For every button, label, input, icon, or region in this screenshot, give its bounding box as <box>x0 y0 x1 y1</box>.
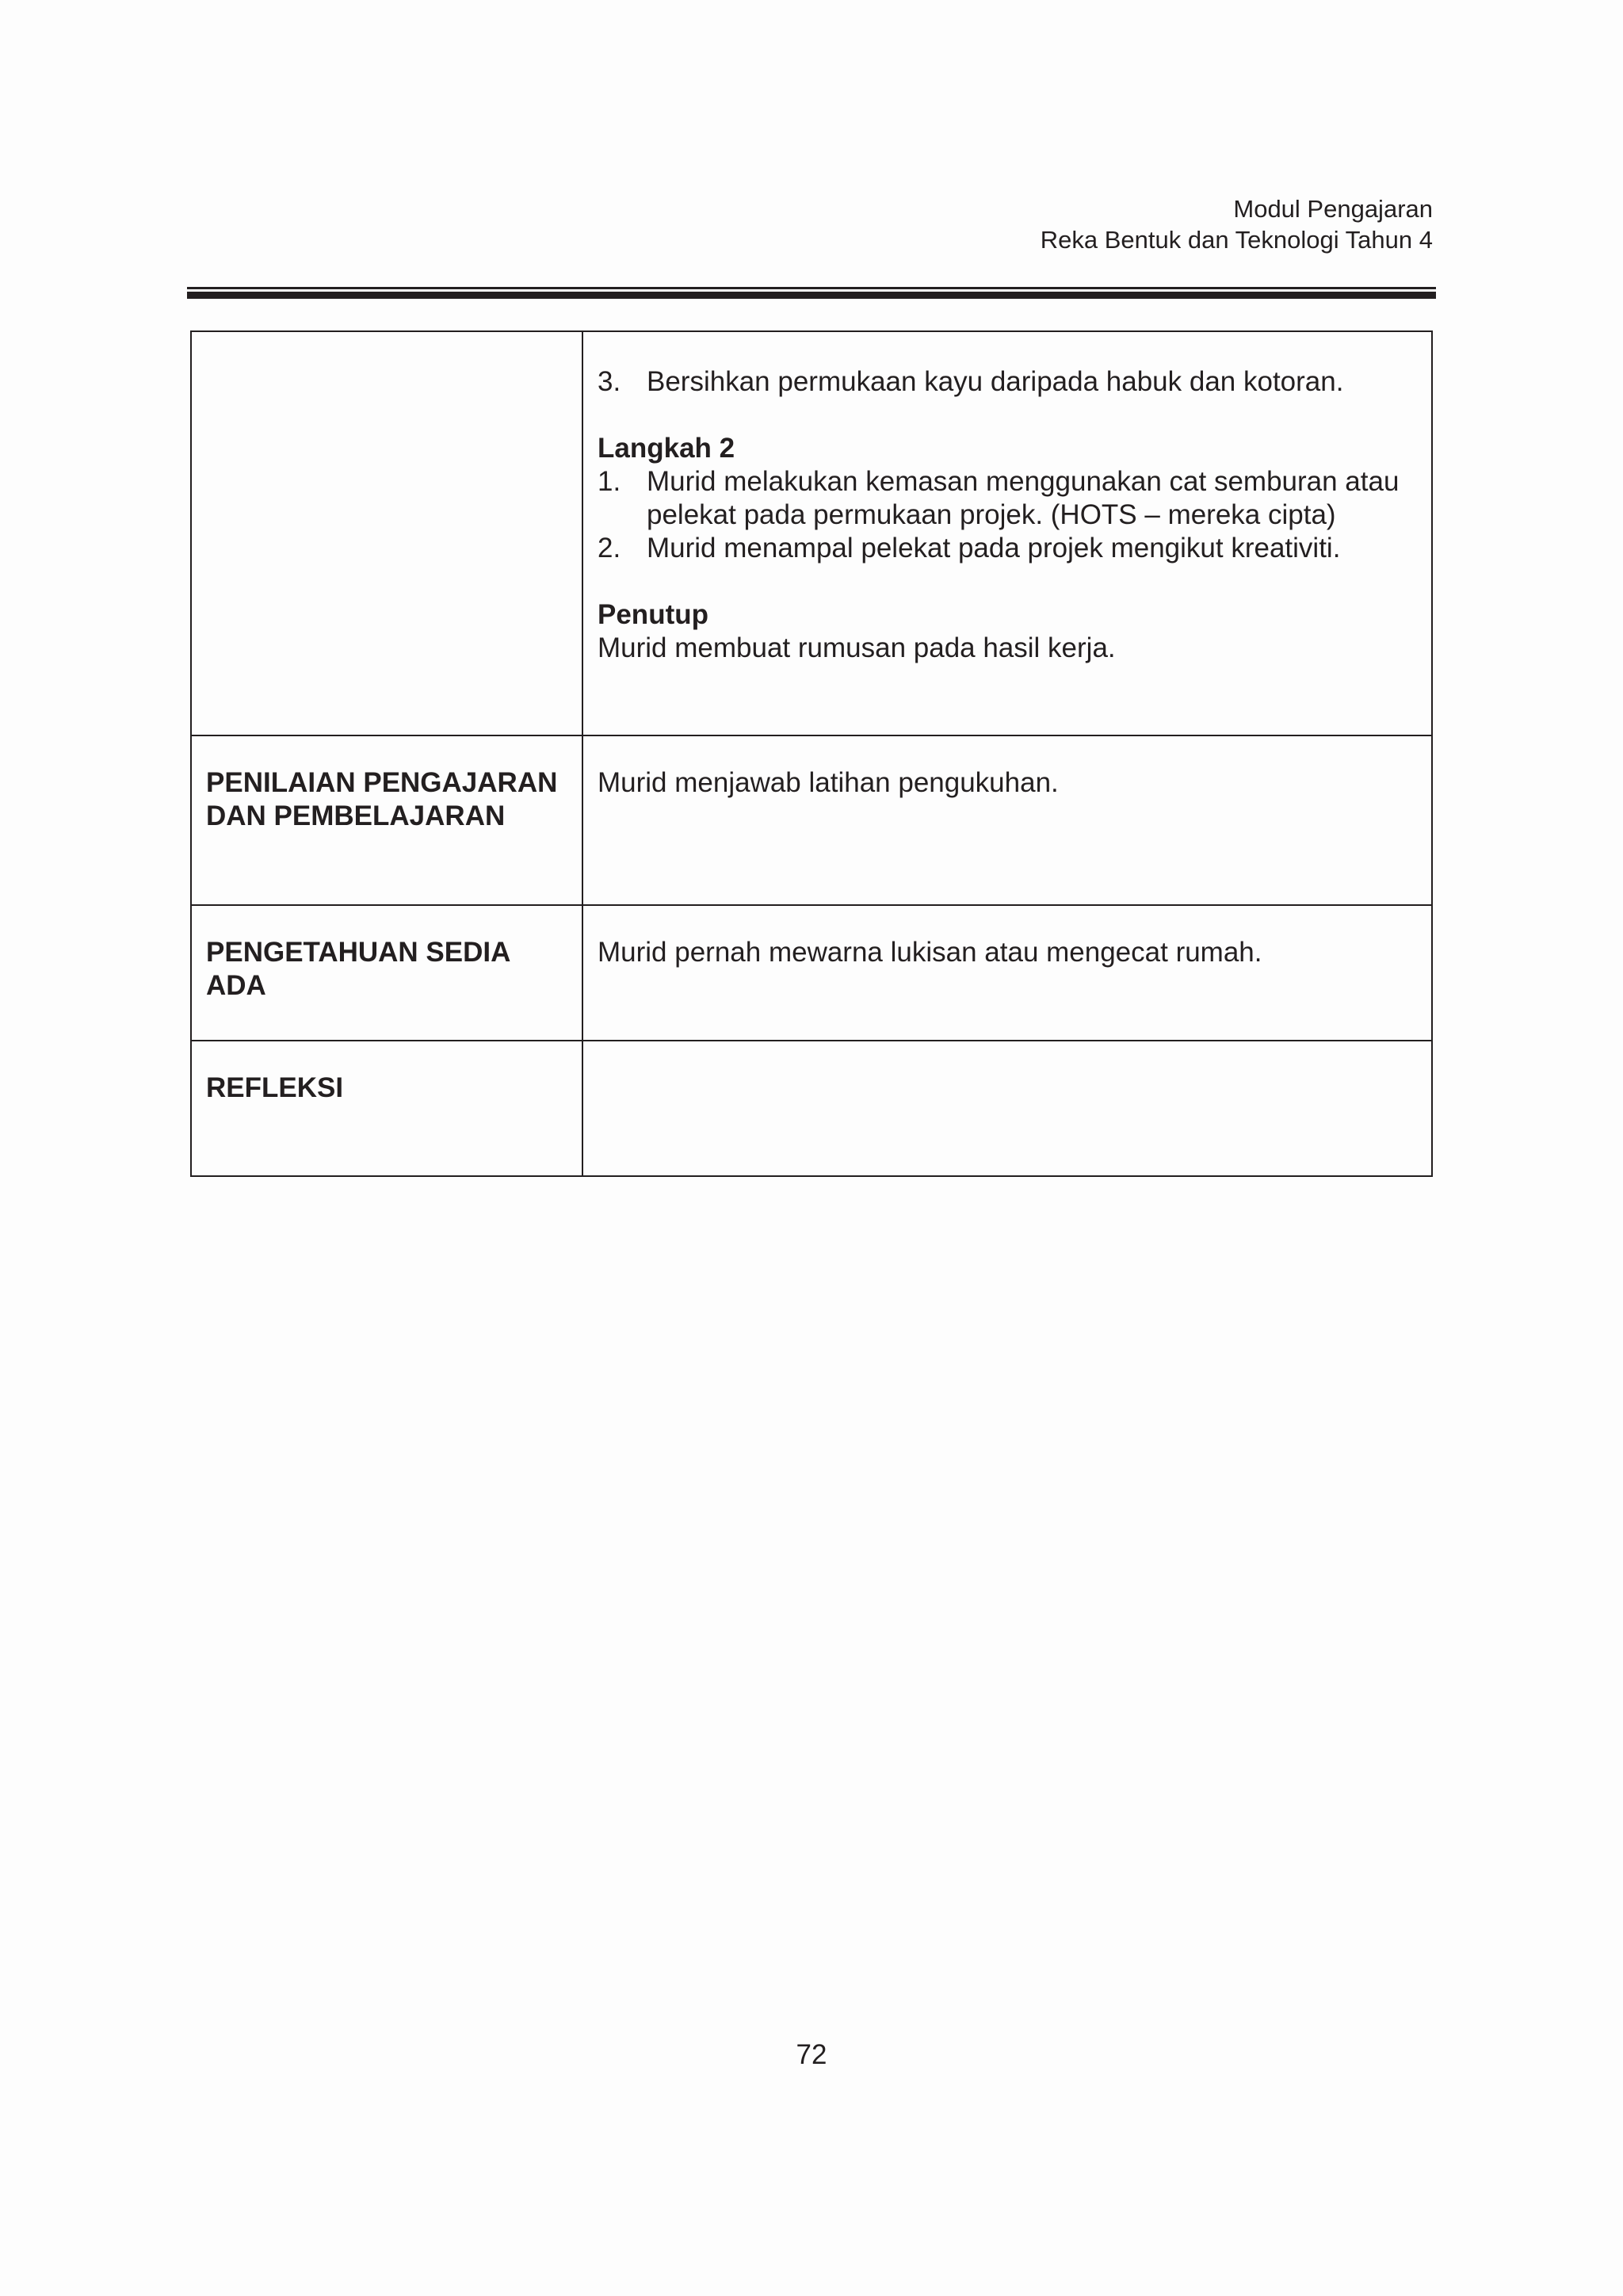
row-label-prior-knowledge: PENGETAHUAN SEDIA ADA <box>191 905 582 1041</box>
page-number: 72 <box>796 2039 827 2070</box>
list-item <box>598 465 1417 532</box>
header-subject-title: Reka Bentuk dan Teknologi Tahun 4 <box>1040 226 1433 254</box>
table-row <box>191 1041 1432 1176</box>
closing-text: Murid membuat rumusan pada hasil kerja. <box>598 632 1116 663</box>
assessment-content: Murid menjawab latihan pengukuhan. <box>582 735 1432 905</box>
header-divider-thin <box>187 287 1436 289</box>
table-row <box>191 735 1432 905</box>
list-item-number: 2. <box>598 533 621 563</box>
prior-knowledge-content: Murid pernah mewarna lukisan atau mengecat rumah. <box>582 905 1432 1041</box>
list-item-text: Murid menampal pelekat pada projek mengikut kreativiti. <box>647 533 1341 563</box>
activity-steps-cell <box>582 331 1432 735</box>
reflection-content <box>582 1041 1432 1176</box>
list-item-text: Bersihkan permukaan kayu daripada habuk dan kotoran. <box>647 366 1344 397</box>
lesson-plan-table <box>190 330 1433 1177</box>
table-row <box>191 331 1432 735</box>
row-label-empty <box>191 331 582 735</box>
closing-heading: Penutup <box>598 599 708 630</box>
list-item-text: Murid melakukan kemasan menggunakan cat semburan atau pelekat pada permukaan projek. (HOTS – mereka cipta) <box>647 466 1400 530</box>
list-item <box>598 532 1417 565</box>
list-item-number: 3. <box>598 366 621 397</box>
step-2-heading: Langkah 2 <box>598 433 735 464</box>
row-label-assessment: PENILAIAN PENGAJARAN DAN PEMBELAJARAN <box>191 735 582 905</box>
list-item-number: 1. <box>598 466 621 497</box>
list-item <box>598 365 1417 399</box>
row-label-reflection: REFLEKSI <box>191 1041 582 1176</box>
running-header <box>1041 193 1433 255</box>
header-module-title: Modul Pengajaran <box>1233 195 1433 223</box>
table-row <box>191 905 1432 1041</box>
header-divider-thick <box>187 292 1436 299</box>
